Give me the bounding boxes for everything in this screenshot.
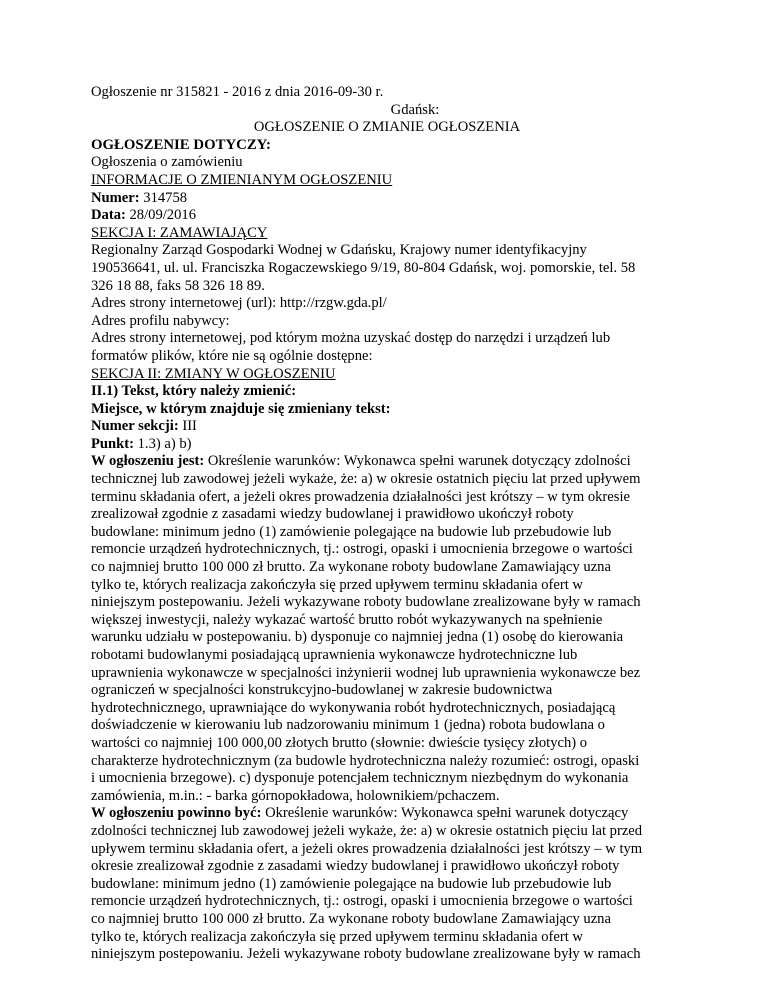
should-text-3: okresie zrealizował zgodnie z zasadami wiedzy budowlanej i prawidłowo ukończył roboty <box>91 858 620 875</box>
should-text-4: budowlane: minimum jedno (1) zamówienie polegające na budowie lub przebudowie lub <box>91 875 612 892</box>
is-text-2: terminu składania ofert, a jeżeli okres prowadzenia działalności jest krótszy – w tym okresie <box>91 488 630 505</box>
section2-heading: SEKCJA II: ZMIANY W OGŁOSZENIU <box>91 365 336 382</box>
is-text-16: wartości co najmniej 100 000,00 złotych brutto (słownie: dwieście tysięcy złotych) o <box>91 734 588 751</box>
is-label: W ogłoszeniu jest: <box>91 453 205 470</box>
notice-number-line: Ogłoszenie nr 315821 - 2016 z dnia 2016-09-30 r. <box>91 84 384 100</box>
should-text-5: remoncie urządzeń hydrotechnicznych, tj.: ostrogi, opaski i umocnienia brzegowe o wartości <box>91 893 633 910</box>
tools-address-line-1: Adres strony internetowej, pod którym można uzyskać dostęp do narzędzi i urządzeń lub <box>91 330 611 347</box>
date-value: 28/09/2016 <box>125 207 196 224</box>
should-text-6: co najmniej brutto 100 000 zł brutto. Za wykonane roboty budowlane Zamawiający uzna <box>91 910 611 927</box>
website-line: Adres strony internetowej (url): http://rzgw.gda.pl/ <box>91 295 387 312</box>
section-number-row <box>91 418 683 436</box>
changed-info-heading: INFORMACJE O ZMIENIANYM OGŁOSZENIU <box>91 171 393 188</box>
should-text-1: zdolności technicznej lub zawodowej jeżeli wykaże, że: a) w okresie ostatnich pięciu lat przed <box>91 822 643 839</box>
is-text-9: większej inwestycji, należy wykazać wartość brutto robót wykazywanych na spełnienie <box>91 611 603 628</box>
point-row <box>91 436 683 454</box>
should-text-7: tylko te, których realizacja zakończyła się przed upływem terminu składania ofert w <box>91 928 583 945</box>
should-text-0: Określenie warunków: Wykonawca spełni warunek dotyczący <box>261 805 629 822</box>
is-text-8: niniejszym postepowaniu. Jeżeli wykazywane roboty budowlane zrealizowane były w ramach <box>91 594 641 611</box>
section1-heading: SEKCJA I: ZAMAWIAJĄCY <box>91 224 268 241</box>
number-value: 314758 <box>139 189 188 206</box>
is-text-12: uprawnienia wykonawcze w specjalności inżynierii wodnej lub uprawnienia wykonawcze bez <box>91 664 641 681</box>
section-number-label: Numer sekcji: <box>91 418 179 435</box>
is-text-6: co najmniej brutto 100 000 zł brutto. Za wykonane roboty budowlane Zamawiający uzna <box>91 559 611 576</box>
buyer-profile-line: Adres profilu nabywcy: <box>91 312 230 329</box>
contracting-authority-line-2: 190536641, ul. ul. Franciszka Rogaczewskiego 9/19, 80-804 Gdańsk, woj. pomorskie, tel. 58 <box>91 259 636 276</box>
number-row <box>91 190 683 208</box>
is-text-3: zrealizował zgodnie z zasadami wiedzy budowlanej i prawidłowo ukończył roboty <box>91 506 574 523</box>
point-label: Punkt: <box>91 435 134 452</box>
is-text-4: budowlane: minimum jedno (1) zamówienie polegające na budowie lub przebudowie lub <box>91 523 612 540</box>
document-page <box>91 84 683 964</box>
city-line: Gdańsk: <box>390 101 440 118</box>
is-text-11: robotami budowlanymi posiadającą uprawnienia wykonawcze hydrotechniczne lub <box>91 647 578 663</box>
is-text-7: tylko te, których realizacja zakończyła się przed upływem terminu składania ofert w <box>91 576 583 593</box>
is-text-18: i umocnienia brzegowe). c) dysponuje potencjałem technicznym niezbędnym do wykonania <box>91 770 629 787</box>
is-text-19: zamówienia, m.in.: - barka górnopokładowa, holownikiem/pchaczem. <box>91 787 500 804</box>
is-text-10: warunku udziału w postepowaniu. b) dysponuje co najmniej jedna (1) osobę do kierowania <box>91 629 624 646</box>
text-to-change-heading: II.1) Tekst, który należy zmienić: <box>91 383 297 400</box>
document-title: OGŁOSZENIE O ZMIANIE OGŁOSZENIA <box>253 119 521 136</box>
is-line-0 <box>91 453 683 471</box>
is-text-13: ograniczeń w specjalności konstrukcyjno-budowlanej w zakresie budownictwa <box>91 682 553 699</box>
is-text-0: Określenie warunków: Wykonawca spełni warunek dotyczący zdolności <box>204 453 631 470</box>
place-heading: Miejsce, w którym znajduje się zmieniany tekst: <box>91 400 391 417</box>
is-text-17: charakterze hydrotechnicznym (za budowle hydrotechniczna należy rozumieć: ostrogi, opaski <box>91 752 640 769</box>
concerns-value: Ogłoszenia o zamówieniu <box>91 154 243 171</box>
should-label: W ogłoszeniu powinno być: <box>91 805 262 822</box>
is-text-15: doświadczenie w kierowaniu lub nadzorowaniu minimum 1 (jedna) robota budowlana o <box>91 717 605 734</box>
section-number-value: III <box>178 418 197 435</box>
contracting-authority-line-1: Regionalny Zarząd Gospodarki Wodnej w Gdańsku, Krajowy numer identyfikacyjny <box>91 242 587 259</box>
is-text-5: remoncie urządzeń hydrotechnicznych, tj.: ostrogi, opaski i umocnienia brzegowe o wartości <box>91 541 633 558</box>
is-text-14: hydrotechnicznego, uprawniające do wykonywania robót hydrotechnicznych, posiadającą <box>91 699 616 716</box>
is-text-1: technicznej lub zawodowej jeżeli wykaże, że: a) w okresie ostatnich pięciu lat przed upływem <box>91 471 641 488</box>
number-label: Numer: <box>91 189 140 206</box>
concerns-heading: OGŁOSZENIE DOTYCZY: <box>91 136 271 153</box>
should-text-8: niniejszym postepowaniu. Jeżeli wykazywane roboty budowlane zrealizowane były w ramach <box>91 946 641 963</box>
contracting-authority-line-3: 326 18 88, faks 58 326 18 89. <box>91 277 265 294</box>
date-row <box>91 207 683 225</box>
should-line-0 <box>91 805 683 823</box>
date-label: Data: <box>91 207 126 224</box>
point-value: 1.3) a) b) <box>133 435 192 452</box>
tools-address-line-2: formatów plików, które nie są ogólnie dostępne: <box>91 347 373 364</box>
should-text-2: upływem terminu składania ofert, a jeżeli okres prowadzenia działalności jest krótszy – w tym <box>91 840 643 857</box>
